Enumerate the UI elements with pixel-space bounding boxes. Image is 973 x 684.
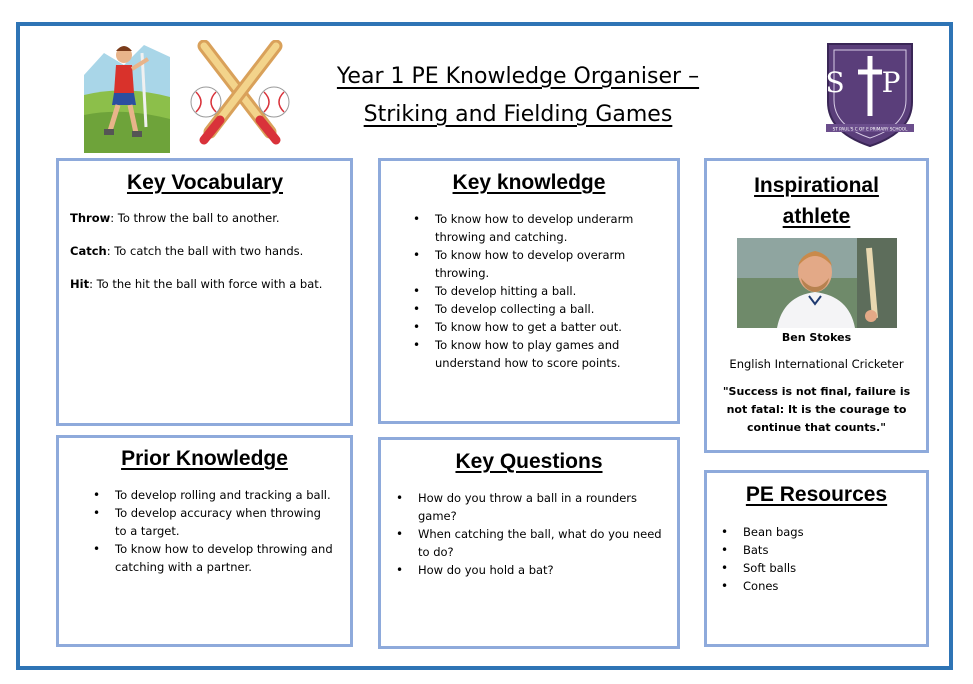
key-questions-panel — [378, 437, 680, 649]
key-vocabulary-heading: Key Vocabulary — [126, 171, 283, 194]
list-item: • Bats — [743, 541, 916, 559]
key-vocabulary-panel — [56, 158, 353, 426]
title-line-2: Striking and Fielding Games — [363, 102, 673, 127]
key-questions-heading: Key Questions — [455, 450, 603, 473]
vocab-definition: : To the hit the ball with force with a bat. — [89, 277, 323, 291]
athlete-heading-line-1: Inspirational — [754, 174, 879, 197]
vocab-item-throw — [70, 211, 340, 225]
list-item: • To know how to develop throwing and catching with a partner. — [115, 540, 334, 576]
prior-knowledge-heading: Prior Knowledge — [121, 447, 288, 470]
list-item: • How do you throw a ball in a rounders game? — [418, 489, 665, 525]
list-item: • To know how to play games and understand how to score points. — [435, 336, 647, 372]
inspirational-athlete-panel — [704, 158, 929, 453]
athlete-photo — [737, 238, 897, 328]
athlete-quote: "Success is not final, failure is not fatal: It is the courage to continue that counts." — [722, 385, 911, 434]
title-line-1: Year 1 PE Knowledge Organiser – — [336, 64, 700, 89]
logo-ring-text: ST PAUL'S C OF E PRIMARY SCHOOL — [832, 126, 908, 132]
athlete-heading — [715, 170, 918, 232]
list-item: • To develop accuracy when throwing to a target. — [115, 504, 334, 540]
vocab-term: Throw — [70, 211, 111, 225]
list-item: • Bean bags — [743, 523, 916, 541]
pe-resources-panel — [704, 470, 929, 647]
page-title — [300, 58, 736, 134]
athlete-role: English International Cricketer — [729, 357, 904, 371]
pe-resources-heading: PE Resources — [745, 483, 888, 506]
list-item: • To know how to get a batter out. — [435, 318, 647, 336]
vocab-term: Hit — [70, 277, 90, 291]
bats-and-balls-image — [190, 40, 290, 148]
list-item: • Soft balls — [743, 559, 916, 577]
list-item: • To develop collecting a ball. — [435, 300, 647, 318]
prior-knowledge-panel — [56, 435, 353, 647]
list-item: • To develop hitting a ball. — [435, 282, 647, 300]
key-knowledge-heading: Key knowledge — [452, 171, 606, 194]
list-item: • Cones — [743, 577, 916, 595]
logo-letters: S P — [825, 66, 915, 99]
vocab-term: Catch — [70, 244, 107, 258]
vocab-definition: : To throw the ball to another. — [110, 211, 280, 225]
rounders-player-image — [84, 35, 170, 153]
list-item: • How do you hold a bat? — [418, 561, 665, 579]
athlete-name: Ben Stokes — [781, 331, 852, 344]
list-item: • To develop rolling and tracking a ball. — [115, 486, 334, 504]
vocab-definition: : To catch the ball with two hands. — [106, 244, 304, 258]
key-knowledge-panel — [378, 158, 680, 424]
list-item: • To know how to develop underarm throwing and catching. — [435, 210, 647, 246]
vocab-item-hit — [70, 277, 340, 291]
list-item: • When catching the ball, what do you need to do? — [418, 525, 665, 561]
athlete-heading-line-2: athlete — [782, 205, 851, 228]
school-logo — [820, 40, 920, 150]
vocab-item-catch — [70, 244, 340, 258]
list-item: • To know how to develop overarm throwing. — [435, 246, 647, 282]
